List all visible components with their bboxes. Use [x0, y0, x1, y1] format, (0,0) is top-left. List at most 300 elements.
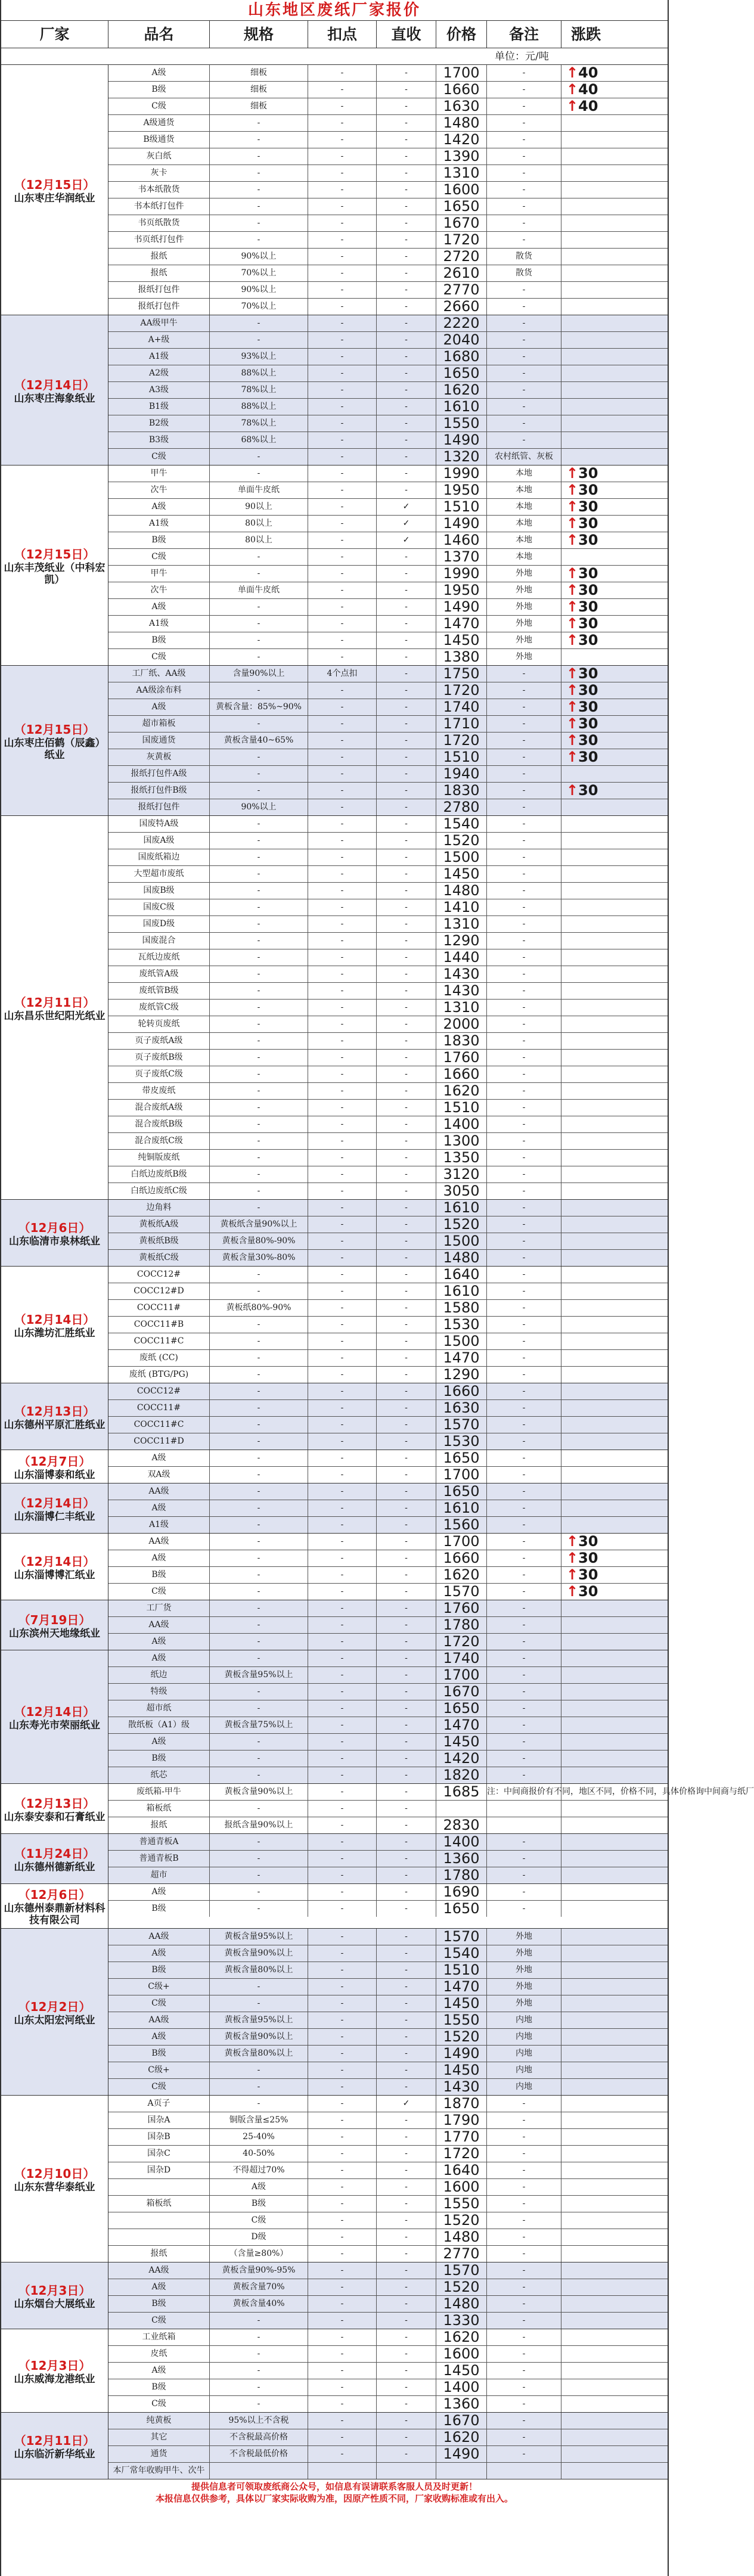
table-row [108, 983, 668, 1000]
remark-cell: - [487, 2262, 561, 2279]
direct-cell: - [377, 2229, 436, 2245]
price-cell: 1330 [436, 2313, 487, 2329]
table-row [108, 1517, 668, 1533]
price-cell: 1500 [436, 1233, 487, 1249]
deduct-cell: - [308, 899, 377, 915]
deduct-cell: - [308, 449, 377, 465]
table-row [108, 516, 668, 532]
remark-cell: - [487, 349, 561, 365]
price-cell: 1685 [436, 1784, 487, 1800]
product-cell: 瓦纸边废纸 [108, 949, 210, 966]
direct-cell: - [377, 883, 436, 899]
price-cell: 1710 [436, 716, 487, 732]
deduct-cell: - [308, 1634, 377, 1650]
remark-cell: - [487, 315, 561, 331]
deduct-cell: - [308, 2379, 377, 2395]
remark-cell: - [487, 1133, 561, 1149]
product-cell: AA级甲牛 [108, 315, 210, 331]
change-cell [561, 365, 610, 381]
change-cell [561, 983, 610, 999]
price-cell: 1870 [436, 2096, 487, 2112]
remark-cell: - [487, 983, 561, 999]
spec-cell: 铜版含量≤25% [210, 2112, 308, 2128]
change-cell [561, 1784, 610, 1800]
table-row [108, 2079, 668, 2095]
spec-cell: 88%以上 [210, 365, 308, 381]
table-row [108, 148, 668, 165]
factory-cell [1, 1600, 108, 1650]
deduct-cell: - [308, 382, 377, 398]
price-cell: 1290 [436, 933, 487, 949]
change-cell [561, 933, 610, 949]
product-cell: B级 [108, 82, 210, 98]
product-cell: 其它 [108, 2429, 210, 2445]
direct-cell: - [377, 2062, 436, 2078]
factory-name: 山东潍坊汇胜纸业 [14, 1327, 95, 1339]
factory-date: （12月14日） [14, 1554, 95, 1569]
product-cell: COCC11#C [108, 1333, 210, 1349]
table-row [108, 1867, 668, 1883]
remark-cell: - [487, 916, 561, 932]
spec-cell: - [210, 1901, 308, 1917]
spec-cell: - [210, 766, 308, 782]
change-cell [561, 1600, 610, 1616]
remark-cell: 本地 [487, 516, 561, 532]
product-cell: A3级 [108, 382, 210, 398]
product-cell: 页子废纸B级 [108, 1050, 210, 1066]
direct-cell: - [377, 165, 436, 181]
price-cell: 1520 [436, 833, 487, 849]
deduct-cell: - [308, 516, 377, 532]
price-cell: 1540 [436, 816, 487, 832]
factory-name: 山东德州德新纸业 [14, 1861, 95, 1873]
table-row [108, 1400, 668, 1417]
change-cell [561, 1433, 610, 1450]
product-cell: 国废混合 [108, 933, 210, 949]
table-row [108, 1801, 668, 1817]
table-row [108, 1383, 668, 1400]
remark-cell: - [487, 215, 561, 231]
direct-cell: - [377, 949, 436, 966]
direct-cell: - [377, 966, 436, 982]
table-row [108, 1183, 668, 1199]
price-cell: 1670 [436, 1684, 487, 1700]
remark-cell: 外地 [487, 566, 561, 582]
deduct-cell: - [308, 1650, 377, 1666]
spec-cell: - [210, 1000, 308, 1016]
price-cell: 1770 [436, 2129, 487, 2145]
change-cell [561, 549, 610, 565]
price-cell: 1600 [436, 182, 487, 198]
deduct-cell: - [308, 1962, 377, 1978]
remark-cell: - [487, 2096, 561, 2112]
remark-cell: - [487, 182, 561, 198]
remark-cell: - [487, 1200, 561, 1216]
product-cell: B级 [108, 1901, 210, 1917]
table-row [108, 1767, 668, 1783]
price-cell: 2770 [436, 282, 487, 298]
price-cell: 1620 [436, 2429, 487, 2445]
remark-cell: - [487, 1400, 561, 1416]
product-cell: A级 [108, 2279, 210, 2295]
remark-cell: - [487, 65, 561, 81]
change-cell [561, 1995, 610, 2012]
factory-date: （12月14日） [14, 1704, 95, 1719]
direct-cell: - [377, 1016, 436, 1032]
price-cell [436, 2463, 487, 2479]
factory-cell [1, 1450, 108, 1483]
factory-name: 山东丰茂纸业（中科宏凯） [4, 561, 106, 586]
change-cell [561, 1751, 610, 1767]
product-cell: A级 [108, 1884, 210, 1900]
product-cell: 黄板纸B级 [108, 1233, 210, 1249]
remark-cell: - [487, 1450, 561, 1466]
remark-cell: - [487, 799, 561, 815]
product-cell: 双A级 [108, 1467, 210, 1483]
deduct-cell: - [308, 415, 377, 432]
table-row [108, 1783, 754, 1801]
product-cell: A级 [108, 1450, 210, 1466]
spec-cell: - [210, 2329, 308, 2345]
remark-cell: 外地 [487, 1995, 561, 2012]
remark-cell: - [487, 148, 561, 165]
remark-cell: - [487, 816, 561, 832]
direct-cell: - [377, 1717, 436, 1733]
product-cell [108, 2212, 210, 2229]
remark-cell: - [487, 2279, 561, 2295]
deduct-cell: - [308, 649, 377, 665]
change-cell [561, 1634, 610, 1650]
deduct-cell: - [308, 799, 377, 815]
remark-cell: - [487, 332, 561, 348]
factory-cell [1, 65, 108, 315]
arrow-up-icon: ↑ [566, 749, 579, 765]
price-cell: 1700 [436, 1467, 487, 1483]
price-cell: 1780 [436, 1867, 487, 1883]
change-cell [561, 1929, 610, 1945]
table-row [108, 315, 668, 332]
direct-cell: - [377, 1550, 436, 1566]
product-cell: A1级 [108, 1517, 210, 1533]
spec-cell: 88%以上 [210, 399, 308, 415]
price-cell: 1510 [436, 1100, 487, 1116]
table-row [108, 1979, 668, 1995]
product-cell: 报纸 [108, 1817, 210, 1833]
direct-cell: - [377, 282, 436, 298]
price-cell: 1420 [436, 1751, 487, 1767]
change-cell [561, 1133, 610, 1149]
deduct-cell: - [308, 632, 377, 648]
product-cell: 国杂D [108, 2162, 210, 2178]
direct-cell: - [377, 315, 436, 331]
spec-cell: - [210, 1333, 308, 1349]
direct-cell: - [377, 899, 436, 915]
change-cell [561, 232, 610, 248]
product-cell: 灰卡 [108, 165, 210, 181]
price-cell: 1620 [436, 382, 487, 398]
price-cell: 1470 [436, 1979, 487, 1995]
deduct-cell: - [308, 1000, 377, 1016]
table-row [108, 1000, 668, 1016]
factory-date: （12月6日） [18, 1220, 91, 1235]
change-cell: ↑40 [566, 98, 598, 114]
deduct-cell: - [308, 299, 377, 315]
deduct-cell: - [308, 198, 377, 215]
table-row [108, 198, 668, 215]
direct-cell: - [377, 632, 436, 648]
spec-cell: D级 [210, 2229, 308, 2245]
remark-cell: - [487, 2313, 561, 2329]
remark-cell: - [487, 1483, 561, 1500]
table-row [108, 532, 668, 549]
deduct-cell: - [308, 249, 377, 265]
price-cell: 1950 [436, 482, 487, 498]
price-cell: 1430 [436, 2079, 487, 2095]
remark-cell: - [487, 2446, 561, 2462]
spec-cell: - [210, 1350, 308, 1366]
factory-name: 山东枣庄佰鹤（辰鑫）纸业 [4, 737, 106, 761]
deduct-cell: - [308, 315, 377, 331]
table-row [108, 2329, 668, 2346]
change-cell [561, 2329, 610, 2345]
unit-note: 单位：元/吨 [1, 48, 668, 65]
factory-date: （12月7日） [18, 1454, 91, 1469]
remark-cell: - [487, 1300, 561, 1316]
price-cell: 1380 [436, 649, 487, 665]
price-cell: 1990 [436, 566, 487, 582]
table-row [108, 1634, 668, 1650]
factory-group [1, 2413, 668, 2479]
factory-group [1, 1450, 668, 1483]
arrow-up-icon: ↑ [566, 1583, 579, 1600]
factory-name: 山东东营华泰纸业 [14, 2181, 95, 2193]
change-cell [561, 399, 610, 415]
direct-cell: - [377, 1000, 436, 1016]
product-cell: A级 [108, 65, 210, 81]
price-cell: 1760 [436, 1050, 487, 1066]
change-cell [561, 766, 610, 782]
price-cell: 1430 [436, 966, 487, 982]
remark-cell: - [487, 1534, 561, 1550]
change-cell [561, 2179, 610, 2195]
direct-cell: - [377, 232, 436, 248]
price-cell: 2720 [436, 249, 487, 265]
product-cell: 皮纸 [108, 2346, 210, 2362]
price-cell: 1470 [436, 1717, 487, 1733]
deduct-cell: - [308, 883, 377, 899]
change-cell [561, 1033, 610, 1049]
deduct-cell: - [308, 2329, 377, 2345]
direct-cell: - [377, 1767, 436, 1783]
price-cell: 1720 [436, 232, 487, 248]
table-row [108, 249, 668, 265]
change-cell [561, 282, 610, 298]
change-cell [561, 966, 610, 982]
direct-cell: - [377, 1851, 436, 1867]
change-cell [561, 816, 610, 832]
factory-name: 山东枣庄华润纸业 [14, 192, 95, 204]
spec-cell: - [210, 1517, 308, 1533]
direct-cell: - [377, 983, 436, 999]
spec-cell: - [210, 1483, 308, 1500]
spec-cell: - [210, 148, 308, 165]
direct-cell: - [377, 766, 436, 782]
table-row [108, 2112, 668, 2129]
deduct-cell: - [308, 1717, 377, 1733]
price-cell: 1610 [436, 1500, 487, 1516]
product-cell: B3级 [108, 432, 210, 448]
spec-cell: 78%以上 [210, 382, 308, 398]
footer-line-1: 提供信息者可领取废纸商公众号，如信息有误请联系客服人员及时更新！ [191, 2481, 477, 2492]
product-cell: B级 [108, 1567, 210, 1583]
price-cell: 1550 [436, 2012, 487, 2028]
deduct-cell: - [308, 1901, 377, 1917]
table-row [108, 2062, 668, 2079]
factory-date: （12月11日） [14, 995, 95, 1010]
remark-cell: - [487, 2112, 561, 2128]
price-cell: 1370 [436, 549, 487, 565]
spec-cell: - [210, 616, 308, 632]
product-cell: 书页纸打包件 [108, 232, 210, 248]
remark-cell: - [487, 2363, 561, 2379]
deduct-cell: - [308, 749, 377, 765]
deduct-cell: - [308, 232, 377, 248]
deduct-cell: - [308, 716, 377, 732]
change-cell [561, 2079, 610, 2095]
product-cell: 黄板纸C级 [108, 1250, 210, 1266]
direct-cell: - [377, 449, 436, 465]
deduct-cell: - [308, 532, 377, 548]
product-cell: A级 [108, 499, 210, 515]
table-row [108, 1250, 668, 1266]
change-cell [561, 2146, 610, 2162]
change-cell [561, 1884, 610, 1900]
product-cell: A级 [108, 2363, 210, 2379]
product-cell: 混合废纸C级 [108, 1133, 210, 1149]
remark-cell: - [487, 1116, 561, 1132]
deduct-cell: - [308, 1767, 377, 1783]
direct-cell: - [377, 2279, 436, 2295]
table-row [108, 165, 668, 182]
deduct-cell: - [308, 549, 377, 565]
table-row [108, 1300, 668, 1317]
price-cell: 1720 [436, 2146, 487, 2162]
direct-cell: - [377, 2363, 436, 2379]
table-row [108, 2463, 668, 2479]
price-cell: 1540 [436, 1945, 487, 1962]
deduct-cell: - [308, 1050, 377, 1066]
remark-cell: - [487, 2229, 561, 2245]
remark-cell: 内地 [487, 2079, 561, 2095]
product-cell: 超市箱板 [108, 716, 210, 732]
spec-cell: - [210, 215, 308, 231]
table-row [108, 1216, 668, 1233]
deduct-cell: - [308, 1834, 377, 1850]
spec-cell: - [210, 1801, 308, 1817]
price-cell: 1400 [436, 1834, 487, 1850]
deduct-cell: - [308, 82, 377, 98]
spec-cell: 黄板含量80%以上 [210, 2046, 308, 2062]
change-cell [561, 1867, 610, 1883]
product-cell: A级 [108, 1634, 210, 1650]
price-cell: 1620 [436, 2329, 487, 2345]
direct-cell: - [377, 933, 436, 949]
remark-cell: - [487, 1684, 561, 1700]
product-cell: 通货 [108, 2446, 210, 2462]
change-cell [561, 1901, 610, 1917]
remark-cell: 内地 [487, 2029, 561, 2045]
product-cell: C级+ [108, 1979, 210, 1995]
remark-cell: - [487, 2396, 561, 2412]
table-row [108, 299, 668, 315]
product-cell: B级 [108, 1962, 210, 1978]
deduct-cell: - [308, 2162, 377, 2178]
change-cell [561, 115, 610, 131]
direct-cell: - [377, 1617, 436, 1633]
spec-cell: 黄板纸含量90%以上 [210, 1216, 308, 1233]
remark-cell: - [487, 749, 561, 765]
spec-cell: - [210, 1751, 308, 1767]
table-row [108, 215, 668, 232]
table-row [108, 465, 668, 482]
remark-cell: 散货 [487, 249, 561, 265]
price-cell: 1670 [436, 2413, 487, 2429]
deduct-cell: - [308, 2046, 377, 2062]
spec-cell: 95%以上不含税 [210, 2413, 308, 2429]
remark-cell: 外地 [487, 599, 561, 615]
factory-date: （12月15日） [14, 722, 95, 737]
change-cell [561, 1517, 610, 1533]
arrow-up-icon: ↑ [566, 498, 579, 515]
deduct-cell: - [308, 1550, 377, 1566]
remark-cell: 外地 [487, 1945, 561, 1962]
product-cell: C级 [108, 649, 210, 665]
price-cell: 3050 [436, 1183, 487, 1199]
direct-cell: - [377, 1901, 436, 1917]
spec-cell: 黄板含量95%以上 [210, 1929, 308, 1945]
deduct-cell: - [308, 148, 377, 165]
remark-cell: - [487, 1834, 561, 1850]
product-cell: 纸芯 [108, 1767, 210, 1783]
change-cell [561, 2029, 610, 2045]
price-cell: 1480 [436, 115, 487, 131]
spec-cell: - [210, 1995, 308, 2012]
deduct-cell: - [308, 2363, 377, 2379]
spec-cell: - [210, 1617, 308, 1633]
price-cell: 1720 [436, 1634, 487, 1650]
product-cell: B级 [108, 1751, 210, 1767]
direct-cell: - [377, 1133, 436, 1149]
change-cell [561, 449, 610, 465]
price-cell: 2780 [436, 799, 487, 815]
deduct-cell: - [308, 1979, 377, 1995]
direct-cell: - [377, 733, 436, 749]
factory-group [1, 816, 668, 1200]
direct-cell: - [377, 682, 436, 699]
factory-group [1, 1534, 668, 1600]
deduct-cell: - [308, 432, 377, 448]
remark-cell: - [487, 733, 561, 749]
spec-cell: 68%以上 [210, 432, 308, 448]
spec-cell: - [210, 1684, 308, 1700]
change-cell [561, 1617, 610, 1633]
direct-cell: - [377, 399, 436, 415]
deduct-cell: - [308, 98, 377, 114]
change-cell [561, 1801, 610, 1817]
direct-cell: - [377, 2396, 436, 2412]
table-row [108, 2446, 668, 2463]
factory-group [1, 315, 668, 465]
